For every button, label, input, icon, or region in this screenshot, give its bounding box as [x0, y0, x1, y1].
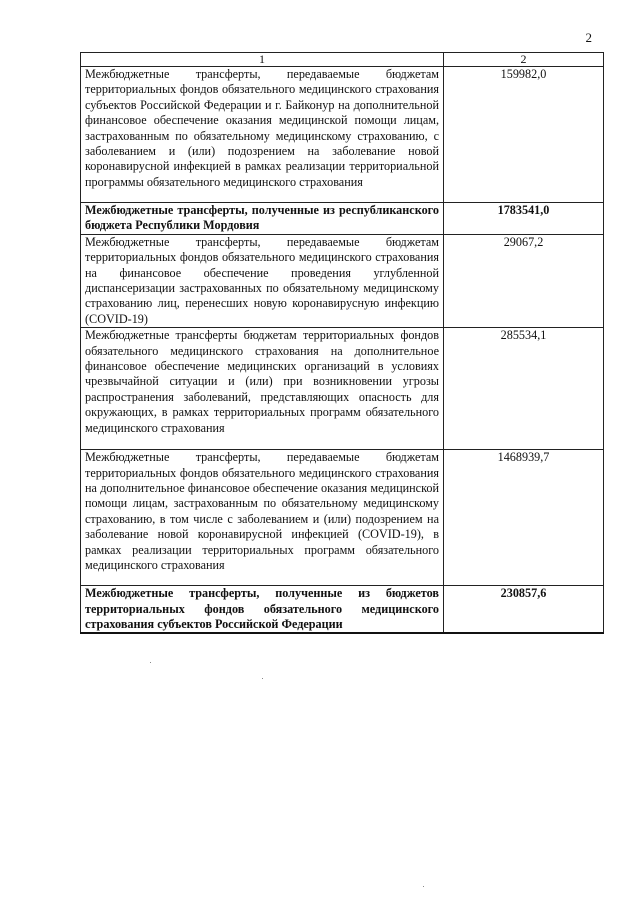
row-amount: 1783541,0: [444, 203, 604, 235]
row-description: Межбюджетные трансферты, передаваемые бюджетам территориальных фондов обязательного медицинского страхования субъектов Российской Федерации и г. Байконур на дополнительной финансовое обеспечение оказания медицинской помощи лицам, застрахованным по обязательному медицинскому страхованию, с заболеванием и (или) подозрением на заболевание новой коронавирусной инфекцией в рамках реализации территориальной программы обязательного медицинского страхования: [81, 67, 444, 203]
column-header-2: 2: [444, 53, 604, 67]
row-amount: 159982,0: [444, 67, 604, 203]
scan-speck: [262, 678, 263, 679]
row-amount: 29067,2: [444, 234, 604, 327]
table-row: [81, 67, 604, 203]
table-row: [81, 234, 604, 327]
page-number: 2: [585, 30, 592, 45]
table-header-row: [81, 53, 604, 67]
row-description: Межбюджетные трансферты бюджетам территориальных фондов обязательного медицинского страхования на дополнительное финансовое обеспечение медицинских организаций в условиях чрезвычайной ситуации и (или) при возникновении угрозы распространения заболеваний, представляющих опасность для окружающих, в рамках территориальных программ обязательного медицинского страхования: [81, 328, 444, 450]
table-row: [81, 328, 604, 450]
row-amount: 230857,6: [444, 586, 604, 634]
column-header-1: 1: [81, 53, 444, 67]
table-row: [81, 586, 604, 634]
row-description: Межбюджетные трансферты, полученные из бюджетов территориальных фондов обязательного медицинского страхования субъектов Российской Федерации: [81, 586, 444, 634]
scan-speck: [423, 886, 424, 887]
budget-table: [80, 52, 604, 634]
scan-speck: [150, 662, 151, 663]
row-amount: 1468939,7: [444, 450, 604, 586]
table-row: [81, 203, 604, 235]
row-description: Межбюджетные трансферты, передаваемые бюджетам территориальных фондов обязательного медицинского страхования на финансовое обеспечение проведения углубленной диспансеризации застрахованных по обязательному медицинскому страхованию лиц, перенесших новую коронавирусную инфекцию (COVID-19): [81, 234, 444, 327]
row-description: Межбюджетные трансферты, передаваемые бюджетам территориальных фондов обязательного медицинского страхования на дополнительное финансовое обеспечение оказания медицинской помощи лицам, застрахованным по обязательному медицинскому страхованию, в том числе с заболеванием и (или) подозрением на заболевание новой коронавирусной инфекцией (COVID-19), в рамках реализации территориальных программ обязательного медицинского страхования: [81, 450, 444, 586]
row-amount: 285534,1: [444, 328, 604, 450]
table-row: [81, 450, 604, 586]
row-description: Межбюджетные трансферты, полученные из республиканского бюджета Республики Мордовия: [81, 203, 444, 235]
